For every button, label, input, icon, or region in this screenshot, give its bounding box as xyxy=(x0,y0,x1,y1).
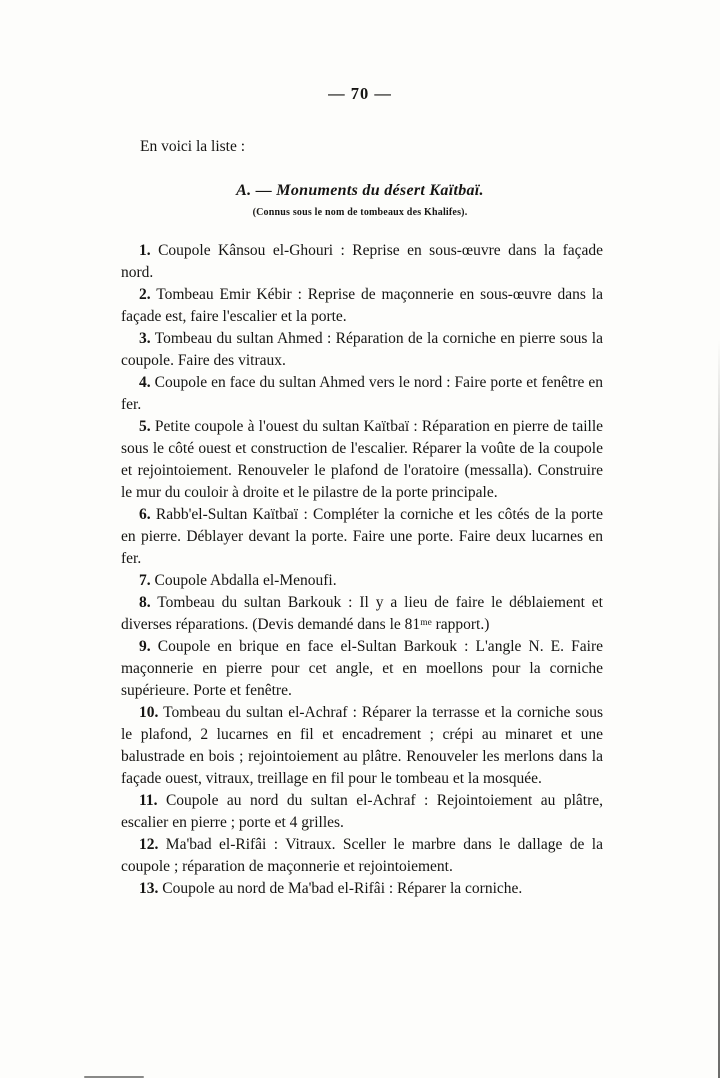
item-text: Coupole Kânsou el-Ghouri : Reprise en sous-œuvre dans la façade nord. xyxy=(121,242,603,281)
list-item xyxy=(121,284,603,328)
item-number: 8. xyxy=(139,594,151,611)
list-item xyxy=(121,790,603,834)
item-text: Petite coupole à l'ouest du sultan Kaïtbaï : Réparation en pierre de taille sous le côté ouest et construction de l'escalier. Réparer la voûte de la coupole et rejointoiement. Renouveler le plafond de l'oratoire (messalla). Construire le mur du couloir à droite et le pilastre de la porte principale. xyxy=(121,418,604,501)
section-title: A. — Monuments du désert Kaïtbaï. xyxy=(236,182,484,199)
item-number: 11. xyxy=(139,792,158,809)
item-text: Tombeau du sultan Ahmed : Réparation de la corniche en pierre sous la coupole. Faire des vitraux. xyxy=(121,330,603,369)
item-text: Tombeau Emir Kébir : Reprise de maçonnerie en sous-œuvre dans la façade est, faire l'escalier et la porte. xyxy=(121,286,603,325)
item-text: Coupole en brique en face el-Sultan Barkouk : L'angle N. E. Faire maçonnerie en pierre pour cet angle, et en moellons pour la corniche supérieure. Porte et fenêtre. xyxy=(121,638,603,699)
item-text: Coupole au nord du sultan el-Achraf : Rejointoiement au plâtre, escalier en pierre ; porte et 4 grilles. xyxy=(121,792,604,831)
item-number: 1. xyxy=(139,242,151,259)
item-number: 9. xyxy=(139,638,151,655)
item-number: 10. xyxy=(139,704,159,721)
page-number: — 70 — xyxy=(328,84,392,103)
list-item xyxy=(121,834,603,878)
list-item xyxy=(121,702,603,790)
list-item xyxy=(121,592,603,636)
item-text: Tombeau du sultan Barkouk : Il y a lieu de faire le déblaiement et diverses réparations. (Devis demandé dans le 81ᵐᵉ rapport.) xyxy=(121,594,603,633)
item-number: 6. xyxy=(139,506,151,523)
intro-line: En voici la liste : xyxy=(140,138,246,155)
list-item xyxy=(121,416,603,504)
item-text: Rabb'el-Sultan Kaïtbaï : Compléter la corniche et les côtés de la porte en pierre. Déblayer devant la porte. Faire une porte. Faire deux lucarnes en fer. xyxy=(121,506,603,567)
item-number: 5. xyxy=(139,418,151,435)
item-text: Coupole au nord de Ma'bad el-Rifâi : Réparer la corniche. xyxy=(162,880,523,897)
item-text: Coupole en face du sultan Ahmed vers le nord : Faire porte et fenêtre en fer. xyxy=(121,374,604,413)
item-number: 13. xyxy=(139,880,159,897)
item-number: 7. xyxy=(139,572,151,589)
list-item xyxy=(121,570,603,592)
list-item xyxy=(121,372,603,416)
item-text: Tombeau du sultan el-Achraf : Réparer la terrasse et la corniche sous le plafond, 2 lucarnes en fil et encadrement ; crépi au minaret et une balustrade en bois ; rejointoiement au plâtre. Renouveler les merlons dans la façade ouest, vitraux, treillage en fil pour le tombeau et la mosquée. xyxy=(121,704,603,787)
item-number: 2. xyxy=(139,286,151,303)
list-item xyxy=(121,240,603,284)
item-text: Coupole Abdalla el-Menoufi. xyxy=(154,572,337,589)
list-item xyxy=(121,878,603,900)
item-number: 4. xyxy=(139,374,151,391)
list-item xyxy=(121,328,603,372)
section-subtitle: (Connus sous le nom de tombeaux des Khalifes). xyxy=(252,207,468,218)
item-text: Ma'bad el-Rifâi : Vitraux. Sceller le marbre dans le dallage de la coupole ; réparation de maçonnerie et rejointoiement. xyxy=(121,836,603,875)
monument-list xyxy=(121,240,603,900)
item-number: 12. xyxy=(139,836,159,853)
list-item xyxy=(121,636,603,702)
list-item xyxy=(121,504,603,570)
item-number: 3. xyxy=(139,330,151,347)
